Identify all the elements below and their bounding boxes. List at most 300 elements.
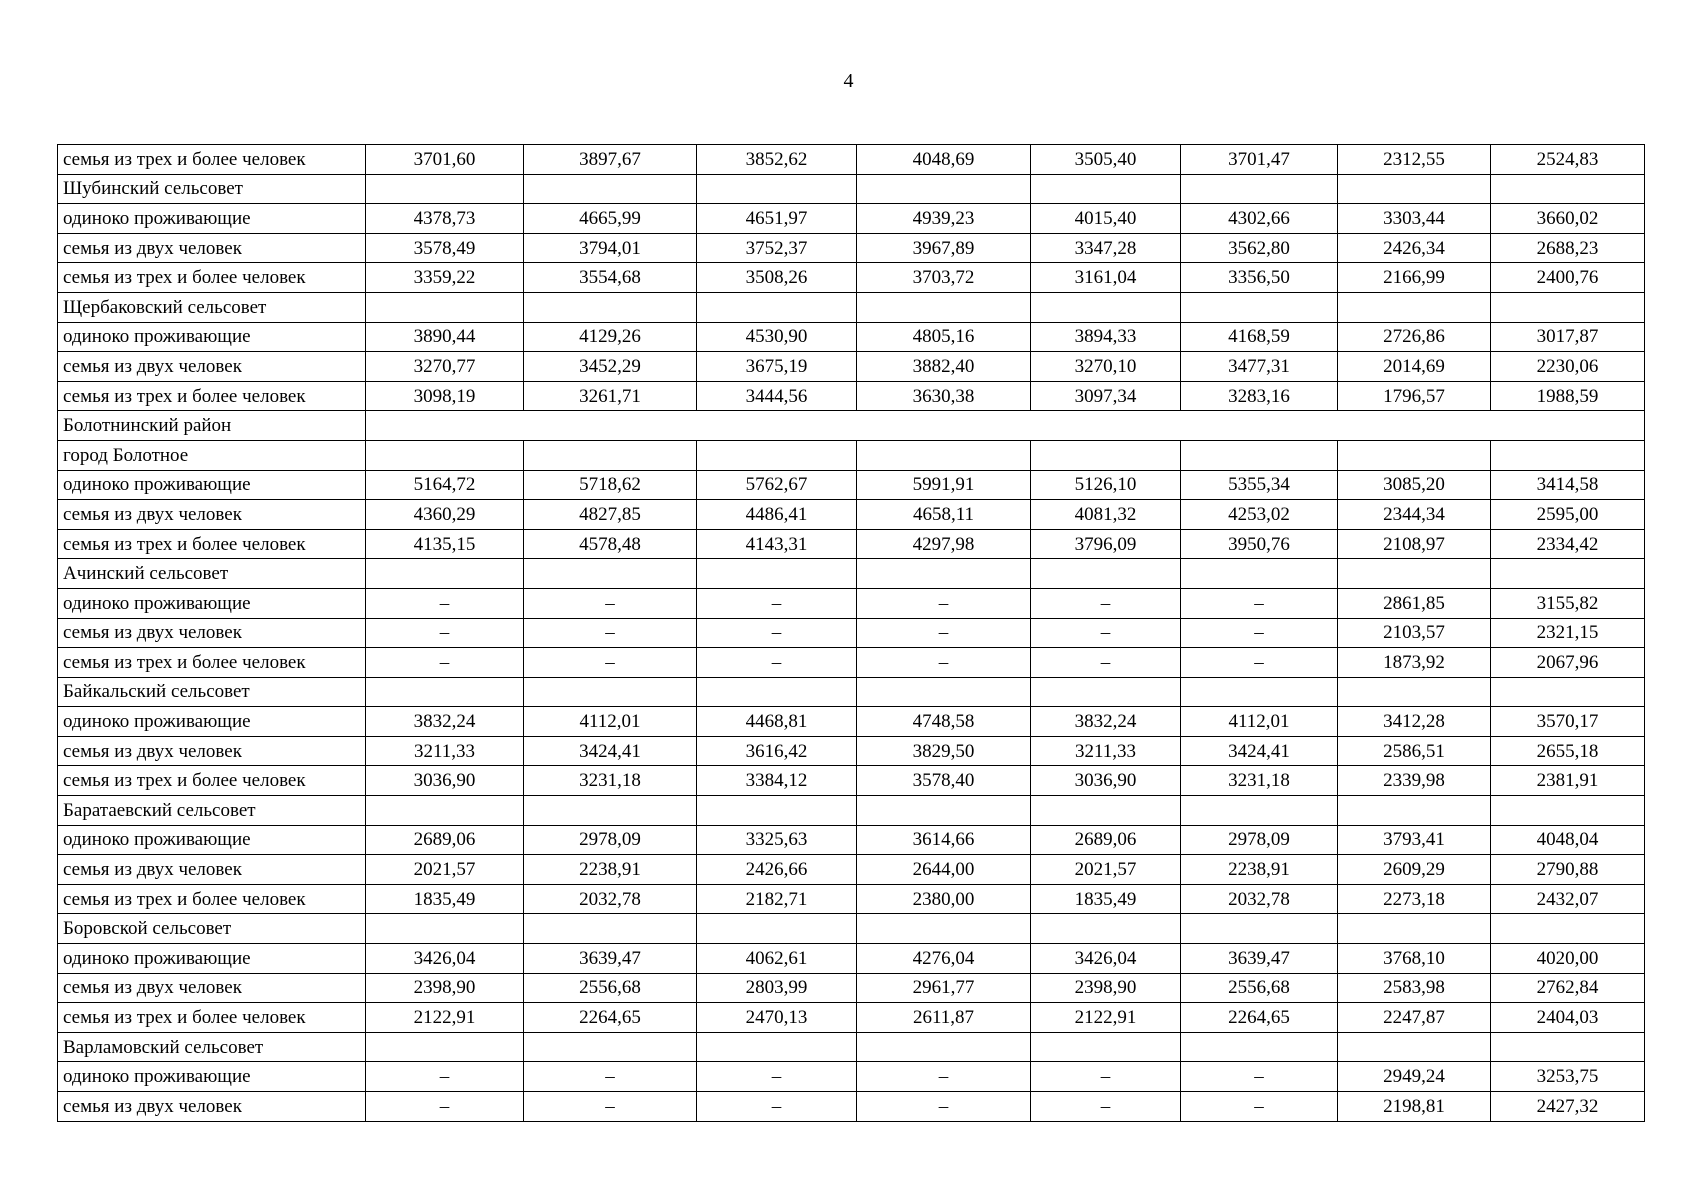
value-cell: 3614,66 — [857, 825, 1031, 855]
value-cell: 2032,78 — [524, 884, 697, 914]
empty-cell — [524, 677, 697, 707]
value-cell: 2609,29 — [1338, 855, 1491, 885]
value-cell: – — [1181, 618, 1338, 648]
value-cell: 3701,47 — [1181, 145, 1338, 175]
empty-cell — [366, 440, 524, 470]
value-cell: – — [857, 588, 1031, 618]
value-cell: 4302,66 — [1181, 204, 1338, 234]
value-cell: 4665,99 — [524, 204, 697, 234]
value-cell: 3325,63 — [697, 825, 857, 855]
household-type-label: семья из двух человек — [58, 736, 366, 766]
value-cell: 4253,02 — [1181, 500, 1338, 530]
value-cell: 3426,04 — [1031, 944, 1181, 974]
district-row — [58, 411, 1645, 441]
value-cell: 3768,10 — [1338, 944, 1491, 974]
table-row — [58, 855, 1645, 885]
value-cell: – — [366, 648, 524, 678]
value-cell: – — [524, 618, 697, 648]
value-cell: 3703,72 — [857, 263, 1031, 293]
value-cell: 2427,32 — [1491, 1092, 1645, 1122]
value-cell: – — [1181, 588, 1338, 618]
value-cell: – — [697, 648, 857, 678]
household-type-label: семья из трех и более человек — [58, 529, 366, 559]
household-type-label: семья из двух человек — [58, 855, 366, 885]
value-cell: – — [697, 1062, 857, 1092]
table-row — [58, 736, 1645, 766]
settlement-header-row — [58, 292, 1645, 322]
value-cell: 1835,49 — [366, 884, 524, 914]
value-cell: 4658,11 — [857, 500, 1031, 530]
household-type-label: семья из трех и более человек — [58, 884, 366, 914]
household-type-label: одиноко проживающие — [58, 707, 366, 737]
value-cell: 2344,34 — [1338, 500, 1491, 530]
value-cell: 3097,34 — [1031, 381, 1181, 411]
empty-cell — [1181, 796, 1338, 826]
value-cell: 2247,87 — [1338, 1003, 1491, 1033]
value-cell: 2611,87 — [857, 1003, 1031, 1033]
value-cell: 3155,82 — [1491, 588, 1645, 618]
value-cell: 3505,40 — [1031, 145, 1181, 175]
empty-cell — [1031, 174, 1181, 204]
value-cell: 3231,18 — [1181, 766, 1338, 796]
empty-cell — [1491, 1032, 1645, 1062]
value-cell: 4143,31 — [697, 529, 857, 559]
value-cell: 4112,01 — [524, 707, 697, 737]
empty-cell — [857, 174, 1031, 204]
value-cell: 4827,85 — [524, 500, 697, 530]
value-cell: 2978,09 — [524, 825, 697, 855]
value-cell: 2404,03 — [1491, 1003, 1645, 1033]
empty-cell — [1031, 440, 1181, 470]
value-cell: 2108,97 — [1338, 529, 1491, 559]
value-cell: 3639,47 — [524, 944, 697, 974]
empty-cell — [857, 1032, 1031, 1062]
empty-cell — [1338, 796, 1491, 826]
value-cell: 3967,89 — [857, 233, 1031, 263]
empty-cell — [524, 796, 697, 826]
value-cell: 2689,06 — [1031, 825, 1181, 855]
value-cell: 3261,71 — [524, 381, 697, 411]
empty-cell — [524, 292, 697, 322]
value-cell: 3359,22 — [366, 263, 524, 293]
settlement-name: город Болотное — [58, 440, 366, 470]
page-number: 4 — [843, 70, 854, 92]
table-row — [58, 500, 1645, 530]
value-cell: 2238,91 — [524, 855, 697, 885]
value-cell: 2978,09 — [1181, 825, 1338, 855]
table-row — [58, 588, 1645, 618]
value-cell: 2583,98 — [1338, 973, 1491, 1003]
value-cell: 3424,41 — [1181, 736, 1338, 766]
value-cell: 2861,85 — [1338, 588, 1491, 618]
empty-cell — [1181, 559, 1338, 589]
empty-span-cell — [366, 411, 1645, 441]
empty-cell — [1031, 914, 1181, 944]
value-cell: 2122,91 — [1031, 1003, 1181, 1033]
settlement-name: Боровской сельсовет — [58, 914, 366, 944]
value-cell: 2655,18 — [1491, 736, 1645, 766]
value-cell: 3270,10 — [1031, 352, 1181, 382]
value-cell: 2426,34 — [1338, 233, 1491, 263]
household-type-label: семья из двух человек — [58, 1092, 366, 1122]
empty-cell — [1181, 174, 1338, 204]
value-cell: 3508,26 — [697, 263, 857, 293]
value-cell: 2032,78 — [1181, 884, 1338, 914]
empty-cell — [366, 1032, 524, 1062]
value-cell: 3347,28 — [1031, 233, 1181, 263]
empty-cell — [366, 796, 524, 826]
settlement-header-row — [58, 677, 1645, 707]
table-row — [58, 1062, 1645, 1092]
value-cell: 2334,42 — [1491, 529, 1645, 559]
empty-cell — [1338, 1032, 1491, 1062]
value-cell: – — [366, 588, 524, 618]
value-cell: 2380,00 — [857, 884, 1031, 914]
value-cell: 3356,50 — [1181, 263, 1338, 293]
value-cell: 4486,41 — [697, 500, 857, 530]
value-cell: – — [366, 1092, 524, 1122]
value-cell: – — [1031, 1092, 1181, 1122]
value-cell: 3675,19 — [697, 352, 857, 382]
table-row — [58, 766, 1645, 796]
value-cell: 2321,15 — [1491, 618, 1645, 648]
value-cell: 3211,33 — [1031, 736, 1181, 766]
value-cell: 1796,57 — [1338, 381, 1491, 411]
value-cell: 3424,41 — [524, 736, 697, 766]
value-cell: 5991,91 — [857, 470, 1031, 500]
table-row — [58, 825, 1645, 855]
empty-cell — [697, 440, 857, 470]
value-cell: – — [1181, 1092, 1338, 1122]
value-cell: 1988,59 — [1491, 381, 1645, 411]
value-cell: 2470,13 — [697, 1003, 857, 1033]
empty-cell — [524, 914, 697, 944]
table-row — [58, 707, 1645, 737]
value-cell: 3283,16 — [1181, 381, 1338, 411]
household-type-label: семья из трех и более человек — [58, 1003, 366, 1033]
value-cell: 2238,91 — [1181, 855, 1338, 885]
value-cell: 3894,33 — [1031, 322, 1181, 352]
household-type-label: одиноко проживающие — [58, 944, 366, 974]
value-cell: 3231,18 — [524, 766, 697, 796]
empty-cell — [1491, 440, 1645, 470]
table-row — [58, 381, 1645, 411]
empty-cell — [1031, 796, 1181, 826]
empty-cell — [1031, 292, 1181, 322]
table-row — [58, 470, 1645, 500]
value-cell: 4081,32 — [1031, 500, 1181, 530]
empty-cell — [857, 914, 1031, 944]
empty-cell — [1031, 677, 1181, 707]
value-cell: 2381,91 — [1491, 766, 1645, 796]
settlement-header-row — [58, 796, 1645, 826]
value-cell: 4530,90 — [697, 322, 857, 352]
household-type-label: семья из трех и более человек — [58, 263, 366, 293]
value-cell: 4015,40 — [1031, 204, 1181, 234]
value-cell: 2432,07 — [1491, 884, 1645, 914]
empty-cell — [366, 559, 524, 589]
settlement-header-row — [58, 1032, 1645, 1062]
empty-cell — [1181, 914, 1338, 944]
empty-cell — [524, 559, 697, 589]
value-cell: 3829,50 — [857, 736, 1031, 766]
value-cell: – — [697, 618, 857, 648]
value-cell: 2556,68 — [524, 973, 697, 1003]
value-cell: 3832,24 — [366, 707, 524, 737]
settlement-name: Варламовский сельсовет — [58, 1032, 366, 1062]
value-cell: 2067,96 — [1491, 648, 1645, 678]
empty-cell — [857, 559, 1031, 589]
table-row — [58, 1003, 1645, 1033]
value-cell: 3852,62 — [697, 145, 857, 175]
empty-cell — [524, 174, 697, 204]
value-cell: 3085,20 — [1338, 470, 1491, 500]
empty-cell — [1031, 559, 1181, 589]
value-cell: 3793,41 — [1338, 825, 1491, 855]
value-cell: – — [697, 588, 857, 618]
empty-cell — [1338, 914, 1491, 944]
value-cell: 3897,67 — [524, 145, 697, 175]
empty-cell — [697, 1032, 857, 1062]
value-cell: 2688,23 — [1491, 233, 1645, 263]
value-cell: 3017,87 — [1491, 322, 1645, 352]
value-cell: – — [524, 1062, 697, 1092]
empty-cell — [1338, 292, 1491, 322]
settlement-name: Шубинский сельсовет — [58, 174, 366, 204]
value-cell: 4062,61 — [697, 944, 857, 974]
value-cell: 1873,92 — [1338, 648, 1491, 678]
empty-cell — [1491, 174, 1645, 204]
value-cell: 4360,29 — [366, 500, 524, 530]
value-cell: 2398,90 — [366, 973, 524, 1003]
empty-cell — [697, 174, 857, 204]
value-cell: 2264,65 — [1181, 1003, 1338, 1033]
empty-cell — [697, 796, 857, 826]
table-body — [58, 145, 1645, 1122]
household-type-label: семья из трех и более человек — [58, 648, 366, 678]
empty-cell — [524, 1032, 697, 1062]
table-row — [58, 529, 1645, 559]
value-cell: 3578,49 — [366, 233, 524, 263]
value-cell: – — [524, 588, 697, 618]
value-cell: 2264,65 — [524, 1003, 697, 1033]
household-type-label: одиноко проживающие — [58, 470, 366, 500]
value-cell: – — [1031, 1062, 1181, 1092]
table-row — [58, 884, 1645, 914]
value-cell: 2273,18 — [1338, 884, 1491, 914]
value-cell: 2182,71 — [697, 884, 857, 914]
table-row — [58, 145, 1645, 175]
table-row — [58, 263, 1645, 293]
empty-cell — [366, 677, 524, 707]
empty-cell — [1491, 796, 1645, 826]
value-cell: – — [524, 1092, 697, 1122]
settlement-name: Байкальский сельсовет — [58, 677, 366, 707]
empty-cell — [1181, 1032, 1338, 1062]
empty-cell — [857, 440, 1031, 470]
empty-cell — [697, 914, 857, 944]
value-cell: – — [857, 648, 1031, 678]
value-cell: 2398,90 — [1031, 973, 1181, 1003]
household-type-label: семья из двух человек — [58, 618, 366, 648]
value-cell: 3562,80 — [1181, 233, 1338, 263]
settlement-header-row — [58, 559, 1645, 589]
empty-cell — [366, 914, 524, 944]
value-cell: 4020,00 — [1491, 944, 1645, 974]
value-cell: 2961,77 — [857, 973, 1031, 1003]
household-type-label: семья из двух человек — [58, 973, 366, 1003]
settlement-header-row — [58, 914, 1645, 944]
value-cell: 3554,68 — [524, 263, 697, 293]
empty-cell — [857, 677, 1031, 707]
value-cell: 2762,84 — [1491, 973, 1645, 1003]
value-cell: 2726,86 — [1338, 322, 1491, 352]
value-cell: 3660,02 — [1491, 204, 1645, 234]
value-cell: 2014,69 — [1338, 352, 1491, 382]
value-cell: 2556,68 — [1181, 973, 1338, 1003]
value-cell: 4297,98 — [857, 529, 1031, 559]
value-cell: 3452,29 — [524, 352, 697, 382]
value-cell: 3882,40 — [857, 352, 1031, 382]
value-cell: 2790,88 — [1491, 855, 1645, 885]
empty-cell — [1338, 559, 1491, 589]
value-cell: 3639,47 — [1181, 944, 1338, 974]
value-cell: 1835,49 — [1031, 884, 1181, 914]
household-type-label: семья из двух человек — [58, 233, 366, 263]
household-type-label: одиноко проживающие — [58, 322, 366, 352]
value-cell: 4112,01 — [1181, 707, 1338, 737]
empty-cell — [1491, 677, 1645, 707]
value-cell: 3578,40 — [857, 766, 1031, 796]
value-cell: 3384,12 — [697, 766, 857, 796]
household-type-label: одиноко проживающие — [58, 1062, 366, 1092]
value-cell: 3752,37 — [697, 233, 857, 263]
empty-cell — [1491, 559, 1645, 589]
value-cell: 2103,57 — [1338, 618, 1491, 648]
value-cell: 3270,77 — [366, 352, 524, 382]
household-type-label: одиноко проживающие — [58, 825, 366, 855]
empty-cell — [1338, 677, 1491, 707]
settlement-name: Баратаевский сельсовет — [58, 796, 366, 826]
empty-cell — [524, 440, 697, 470]
empty-cell — [1338, 440, 1491, 470]
value-cell: 5126,10 — [1031, 470, 1181, 500]
settlement-header-row — [58, 174, 1645, 204]
value-cell: 3630,38 — [857, 381, 1031, 411]
value-cell: – — [524, 648, 697, 678]
value-cell: 3796,09 — [1031, 529, 1181, 559]
value-cell: – — [1031, 588, 1181, 618]
value-cell: 3444,56 — [697, 381, 857, 411]
settlement-name: Щербаковский сельсовет — [58, 292, 366, 322]
empty-cell — [1181, 292, 1338, 322]
empty-cell — [697, 292, 857, 322]
empty-cell — [1181, 677, 1338, 707]
value-cell: – — [1031, 648, 1181, 678]
empty-cell — [697, 559, 857, 589]
table-row — [58, 204, 1645, 234]
household-type-label: семья из трех и более человек — [58, 766, 366, 796]
value-cell: 3303,44 — [1338, 204, 1491, 234]
value-cell: – — [857, 1092, 1031, 1122]
value-cell: 2524,83 — [1491, 145, 1645, 175]
value-cell: 4378,73 — [366, 204, 524, 234]
empty-cell — [1491, 914, 1645, 944]
value-cell: 3412,28 — [1338, 707, 1491, 737]
value-cell: 2400,76 — [1491, 263, 1645, 293]
value-cell: 4748,58 — [857, 707, 1031, 737]
empty-cell — [857, 292, 1031, 322]
empty-cell — [366, 292, 524, 322]
table-row — [58, 1092, 1645, 1122]
value-cell: 2803,99 — [697, 973, 857, 1003]
value-cell: 2122,91 — [366, 1003, 524, 1033]
value-cell: 3890,44 — [366, 322, 524, 352]
empty-cell — [857, 796, 1031, 826]
value-cell: 3701,60 — [366, 145, 524, 175]
table-row — [58, 973, 1645, 1003]
table-row — [58, 648, 1645, 678]
value-cell: 4276,04 — [857, 944, 1031, 974]
value-cell: 4048,69 — [857, 145, 1031, 175]
value-cell: 4135,15 — [366, 529, 524, 559]
value-cell: – — [1031, 618, 1181, 648]
value-cell: 3477,31 — [1181, 352, 1338, 382]
household-type-label: одиноко проживающие — [58, 204, 366, 234]
value-cell: 5762,67 — [697, 470, 857, 500]
value-cell: 3414,58 — [1491, 470, 1645, 500]
value-cell: 2339,98 — [1338, 766, 1491, 796]
value-cell: 3253,75 — [1491, 1062, 1645, 1092]
value-cell: 2312,55 — [1338, 145, 1491, 175]
value-cell: 3211,33 — [366, 736, 524, 766]
empty-cell — [1338, 174, 1491, 204]
value-cell: 2689,06 — [366, 825, 524, 855]
value-cell: 4651,97 — [697, 204, 857, 234]
value-cell: 3794,01 — [524, 233, 697, 263]
value-cell: 3426,04 — [366, 944, 524, 974]
settlement-name: Ачинский сельсовет — [58, 559, 366, 589]
settlement-header-row — [58, 440, 1645, 470]
value-cell: 3950,76 — [1181, 529, 1338, 559]
value-cell: 5355,34 — [1181, 470, 1338, 500]
value-cell: 3098,19 — [366, 381, 524, 411]
value-cell: 2230,06 — [1491, 352, 1645, 382]
value-cell: – — [857, 1062, 1031, 1092]
value-cell: 2166,99 — [1338, 263, 1491, 293]
district-name: Болотнинский район — [58, 411, 366, 441]
value-cell: – — [857, 618, 1031, 648]
value-cell: – — [366, 618, 524, 648]
cost-table — [57, 144, 1645, 1122]
value-cell: 2586,51 — [1338, 736, 1491, 766]
value-cell: 2644,00 — [857, 855, 1031, 885]
value-cell: 5164,72 — [366, 470, 524, 500]
value-cell: 3036,90 — [366, 766, 524, 796]
value-cell: 4805,16 — [857, 322, 1031, 352]
table-row — [58, 322, 1645, 352]
value-cell: – — [697, 1092, 857, 1122]
value-cell: 3570,17 — [1491, 707, 1645, 737]
value-cell: – — [366, 1062, 524, 1092]
household-type-label: семья из двух человек — [58, 500, 366, 530]
value-cell: – — [1181, 648, 1338, 678]
value-cell: 3832,24 — [1031, 707, 1181, 737]
value-cell: 2021,57 — [366, 855, 524, 885]
value-cell: – — [1181, 1062, 1338, 1092]
table-row — [58, 352, 1645, 382]
value-cell: 3161,04 — [1031, 263, 1181, 293]
